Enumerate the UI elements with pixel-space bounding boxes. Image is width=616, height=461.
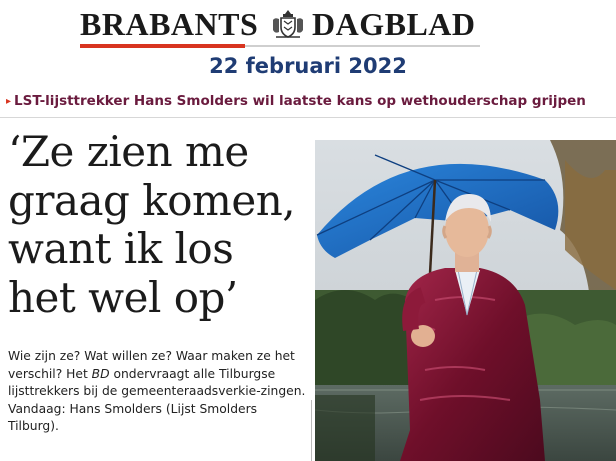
photo-illustration bbox=[315, 140, 616, 461]
column-divider bbox=[311, 400, 312, 461]
intro-text-part1: Wie zijn ze? Wat willen ze? Waar maken ze het verschil? Het bbox=[8, 349, 295, 381]
masthead-rule bbox=[245, 45, 480, 47]
publication-date: 22 februari 2022 bbox=[209, 54, 407, 78]
intro-paragraph bbox=[8, 348, 308, 436]
masthead bbox=[80, 4, 480, 44]
headline bbox=[8, 128, 308, 322]
article-kicker bbox=[6, 92, 586, 110]
bullet-triangle-icon: ▸ bbox=[6, 95, 12, 107]
intro-text-part2: ondervraagt alle Tilburgse lijsttrekkers bij de gemeenteraadsverkie-zingen. Vandaag: Hans Smolders (Lijst Smolders Tilburg). bbox=[8, 366, 306, 434]
headline-line: want ik los bbox=[8, 224, 234, 273]
article-photo bbox=[315, 140, 616, 461]
headline-line: ‘Ze zien me bbox=[8, 127, 249, 176]
kicker-text: LST-lijsttrekker Hans Smolders wil laatste kans op wethouderschap grijpen bbox=[14, 93, 586, 109]
masthead-rule-accent bbox=[80, 44, 245, 48]
masthead-right-word: DAGBLAD bbox=[312, 6, 476, 42]
intro-emphasis: BD bbox=[91, 366, 110, 381]
headline-line: het wel op’ bbox=[8, 272, 238, 322]
coat-of-arms-icon bbox=[270, 8, 306, 40]
headline-line: graag komen, bbox=[8, 175, 296, 225]
masthead-left-word: BRABANTS bbox=[80, 6, 259, 42]
kicker-divider bbox=[0, 117, 616, 118]
